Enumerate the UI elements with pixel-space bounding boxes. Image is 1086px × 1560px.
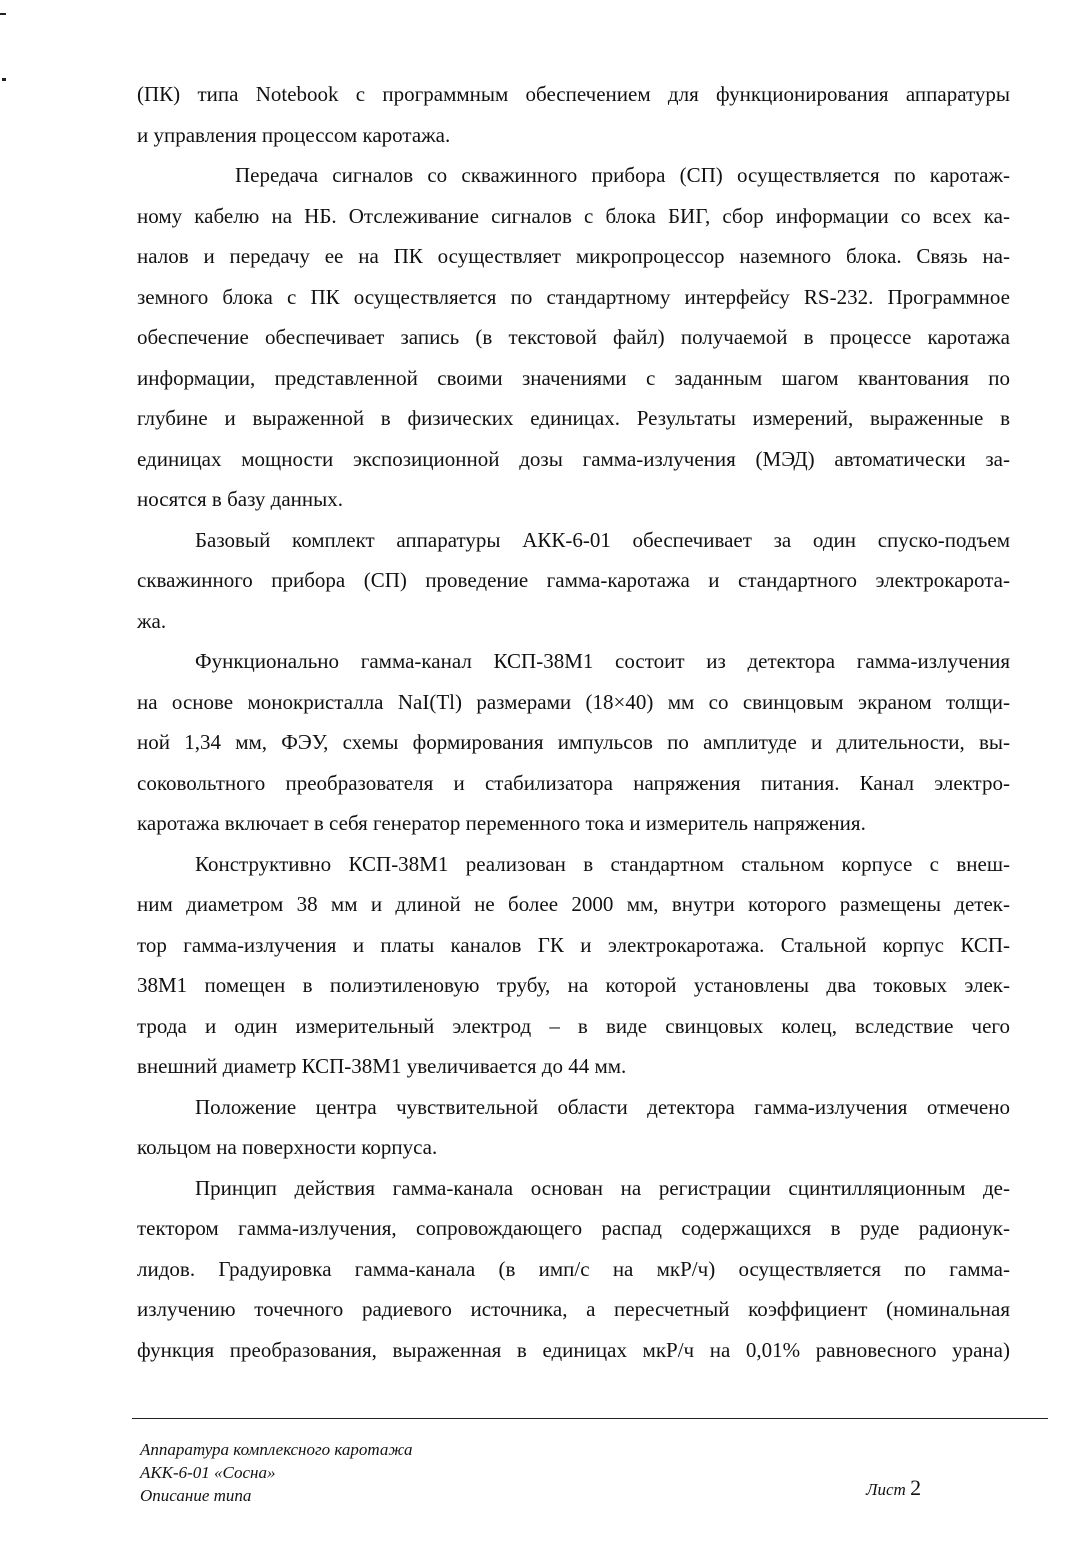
text-line: 38М1 помещен в полиэтиленовую трубу, на которой установлены два токовых элек- <box>137 973 1010 997</box>
text-line: Конструктивно КСП-38М1 реализован в стандартном стальном корпусе с внеш- <box>195 851 1010 876</box>
text-line: единицах мощности экспозиционной дозы гамма-излучения (МЭД) автоматически за- <box>137 446 1010 471</box>
text-line: Передача сигналов со скважинного прибора (СП) осуществляется по каротаж- <box>235 163 1010 187</box>
text-line: информации, представленной своими значениями с заданным шагом квантования по <box>137 365 1010 390</box>
footer-divider <box>132 1418 1048 1419</box>
text-line: Положение центра чувствительной области детектора гамма-излучения отмечено <box>195 1094 1010 1119</box>
scan-mark <box>0 13 6 15</box>
paragraph-7 <box>137 1168 1010 1371</box>
text-line: носятся в базу данных. <box>137 487 344 511</box>
paragraph-5 <box>137 844 1010 1087</box>
text-line: тектором гамма-излучения, сопровождающего распад содержащихся в руде радионук- <box>137 1216 1010 1240</box>
text-line: Базовый комплект аппаратуры АКК-6-01 обеспечивает за один спуско-подъем <box>195 527 1010 552</box>
scan-mark <box>2 78 6 81</box>
sheet-number <box>866 1475 921 1501</box>
footer-document-type: Описание типа <box>140 1486 252 1505</box>
paragraph-6 <box>137 1087 1010 1168</box>
text-line: кольцом на поверхности корпуса. <box>137 1135 438 1159</box>
footer-device-name: Аппаратура комплексного каротажа <box>140 1440 413 1459</box>
text-line: тор гамма-излучения и платы каналов ГК и электрокаротажа. Стальной корпус КСП- <box>137 932 1010 957</box>
text-line: каротажа включает в себя генератор переменного тока и измеритель напряжения. <box>137 811 866 835</box>
text-line: обеспечение обеспечивает запись (в текстовой файл) получаемой в процессе каротажа <box>137 325 1010 349</box>
text-line: на основе монокристалла NaI(Tl) размерами (18×40) мм со свинцовым экраном толщи- <box>137 689 1010 714</box>
text-line: (ПК) типа Notebook с программным обеспечением для функционирования аппаратуры <box>137 82 1010 106</box>
text-line: излучению точечного радиевого источника, а пересчетный коэффициент (номинальная <box>137 1297 1010 1321</box>
paragraph-4 <box>137 641 1010 844</box>
document-body <box>137 74 1010 1370</box>
text-line: налов и передачу ее на ПК осуществляет микропроцессор наземного блока. Связь на- <box>137 244 1010 268</box>
text-line: трода и один измерительный электрод – в виде свинцовых колец, вследствие чего <box>137 1013 1010 1038</box>
text-line: лидов. Градуировка гамма-канала (в имп/с на мкР/ч) осуществляется по гамма- <box>137 1256 1010 1281</box>
text-line: земного блока с ПК осуществляется по стандартному интерфейсу RS-232. Программное <box>137 284 1010 309</box>
text-line: жа. <box>137 608 167 633</box>
text-line: глубине и выраженной в физических единицах. Результаты измерений, выраженные в <box>137 406 1010 430</box>
text-line: и управления процессом каротажа. <box>137 122 451 147</box>
text-line: скважинного прибора (СП) проведение гамма-каротажа и стандартного электрокарота- <box>137 568 1010 592</box>
text-line: функция преобразования, выраженная в единицах мкР/ч на 0,01% равновесного урана) <box>137 1337 1010 1362</box>
text-line: ним диаметром 38 мм и длиной не более 2000 мм, внутри которого размещены детек- <box>137 892 1010 916</box>
text-line: Принцип действия гамма-канала основан на регистрации сцинтилляционным де- <box>195 1175 1010 1200</box>
sheet-number-value: 2 <box>910 1475 922 1500</box>
paragraph-2 <box>137 155 1010 520</box>
paragraph-1 <box>137 74 1010 155</box>
text-line: ной 1,34 мм, ФЭУ, схемы формирования импульсов по амплитуде и длительности, вы- <box>137 730 1010 754</box>
footer-device-model: АКК-6-01 «Сосна» <box>140 1463 276 1482</box>
sheet-label: Лист <box>866 1480 906 1499</box>
text-line: ному кабелю на НБ. Отслеживание сигналов с блока БИГ, сбор информации со всех ка- <box>137 203 1010 228</box>
text-line: соковольтного преобразователя и стабилизатора напряжения питания. Канал электро- <box>137 770 1010 795</box>
paragraph-3 <box>137 520 1010 642</box>
text-line: внешний диаметр КСП-38М1 увеличивается до 44 мм. <box>137 1054 627 1078</box>
text-line: Функционально гамма-канал КСП-38М1 состоит из детектора гамма-излучения <box>195 649 1010 673</box>
footer <box>140 1438 940 1507</box>
